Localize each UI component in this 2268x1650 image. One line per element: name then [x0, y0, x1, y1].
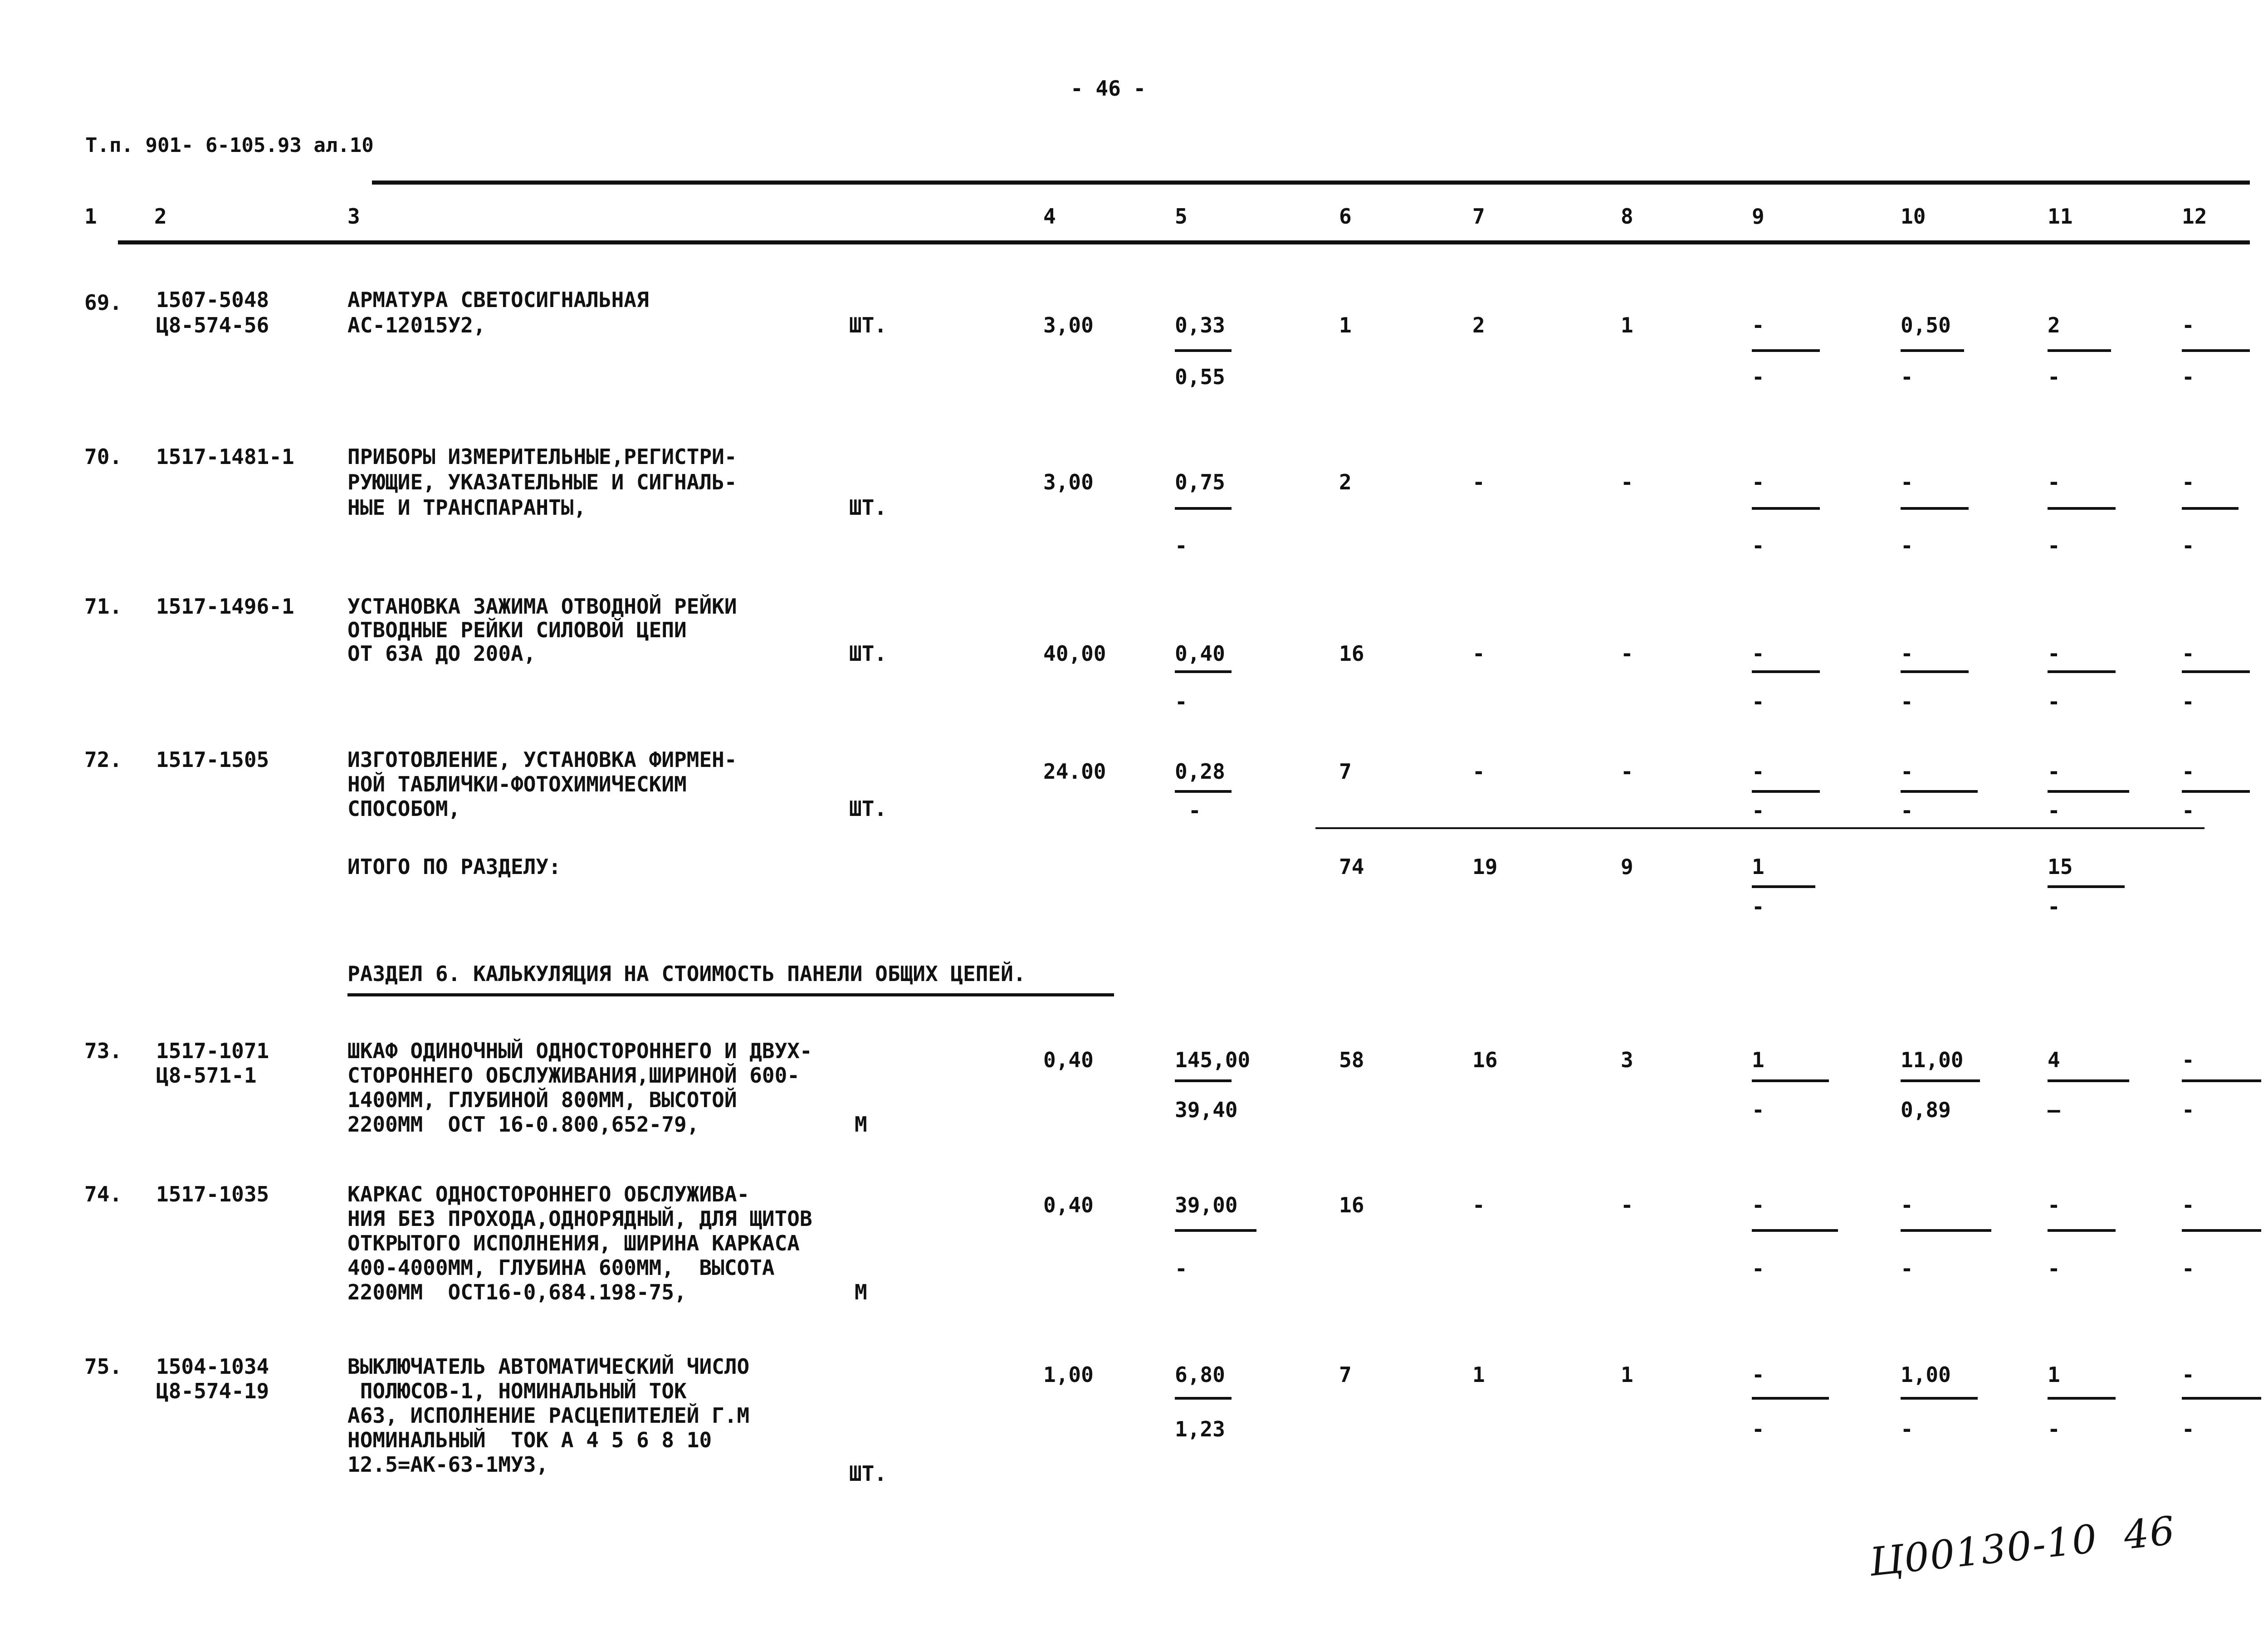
row-code: 1507-5048	[156, 288, 269, 312]
row-col10-top: 11,00	[1901, 1048, 1964, 1072]
row-description: АС-12015У2,	[347, 313, 486, 337]
row-col10-top: -	[1901, 759, 1913, 784]
column-header: 12	[2182, 204, 2207, 229]
row-col6: 7	[1339, 759, 1352, 784]
row-description: 1400ММ, ГЛУБИНОЙ 800ММ, ВЫСОТОЙ	[347, 1088, 737, 1112]
row-col11-top: 2	[2048, 313, 2060, 337]
row-col12-top: -	[2182, 759, 2195, 784]
row-unit: ШТ.	[849, 1461, 887, 1486]
row-value-top: 39,00	[1175, 1193, 1238, 1217]
row-unit: М	[855, 1112, 867, 1137]
row-col6: 2	[1339, 470, 1352, 494]
row-quantity: 1,00	[1043, 1362, 1094, 1387]
row-description: НИЯ БЕЗ ПРОХОДА,ОДНОРЯДНЫЙ, ДЛЯ ЩИТОВ	[347, 1206, 812, 1231]
handwritten-note: Ц00130-10 46	[1867, 1508, 2178, 1586]
fraction-line	[2048, 885, 2125, 888]
row-value-bottom: -	[1188, 798, 1201, 823]
row-col10-bottom: -	[1901, 533, 1913, 558]
row-col9-top: -	[1752, 470, 1765, 494]
row-col8: -	[1621, 1193, 1633, 1217]
row-description: ШКАФ ОДИНОЧНЫЙ ОДНОСТОРОННЕГО И ДВУХ-	[347, 1039, 812, 1063]
row-description: КАРКАС ОДНОСТОРОННЕГО ОБСЛУЖИВА-	[347, 1182, 750, 1206]
row-col11-bottom: -	[2048, 1417, 2060, 1441]
column-header: 3	[347, 204, 360, 229]
row-col7: -	[1472, 1193, 1485, 1217]
total-col9-top: 1	[1752, 854, 1765, 879]
fraction-line	[2048, 1397, 2116, 1400]
fraction-line	[2048, 1229, 2116, 1232]
fraction-line	[1901, 790, 1978, 793]
row-description: НОМИНАЛЬНЫЙ ТОК А 4 5 6 8 10	[347, 1428, 712, 1452]
row-col7: 16	[1472, 1048, 1498, 1072]
row-col12-bottom: -	[2182, 1417, 2195, 1441]
row-col7: 2	[1472, 313, 1485, 337]
row-col11-top: 1	[2048, 1362, 2060, 1387]
row-description: ВЫКЛЮЧАТЕЛЬ АВТОМАТИЧЕСКИЙ ЧИСЛО	[347, 1354, 750, 1379]
row-col10-bottom: -	[1901, 798, 1913, 823]
row-col9-top: -	[1752, 313, 1765, 337]
row-description: ПРИБОРЫ ИЗМЕРИТЕЛЬНЫЕ,РЕГИСТРИ-	[347, 444, 737, 469]
row-col10-top: 1,00	[1901, 1362, 1951, 1387]
fraction-line	[2182, 1079, 2261, 1082]
fraction-line	[2182, 1229, 2261, 1232]
row-code: 1504-1034	[156, 1354, 269, 1379]
row-col8: 1	[1621, 1362, 1633, 1387]
row-number: 74.	[84, 1182, 122, 1206]
row-number: 75.	[84, 1354, 122, 1379]
row-col6: 58	[1339, 1048, 1364, 1072]
document-reference: Т.п. 901- 6-105.93 ал.10	[85, 134, 374, 157]
row-col11-top: -	[2048, 759, 2060, 784]
row-col7: -	[1472, 470, 1485, 494]
row-unit: ШТ.	[849, 313, 887, 337]
row-value-top: 6,80	[1175, 1362, 1225, 1387]
row-description: УСТАНОВКА ЗАЖИМА ОТВОДНОЙ РЕЙКИ	[347, 594, 737, 619]
row-col8: -	[1621, 759, 1633, 784]
fraction-line	[1752, 507, 1820, 510]
row-col8: 3	[1621, 1048, 1633, 1072]
total-col11-bottom: -	[2048, 894, 2060, 919]
total-col11-top: 15	[2048, 854, 2073, 879]
row-col10-bottom: -	[1901, 689, 1913, 714]
row-code: Ц8-574-19	[156, 1379, 269, 1403]
row-col10-bottom: 0,89	[1901, 1098, 1951, 1122]
row-code: 1517-1481-1	[156, 444, 294, 469]
row-description: НЫЕ И ТРАНСПАРАНТЫ,	[347, 495, 587, 520]
fraction-line	[1175, 670, 1232, 673]
fraction-line	[1752, 1397, 1829, 1400]
fraction-line	[1901, 1397, 1978, 1400]
row-col8: -	[1621, 470, 1633, 494]
column-header: 1	[84, 204, 97, 229]
fraction-line	[1901, 507, 1969, 510]
subtotal-rule	[1315, 827, 2204, 829]
row-unit: М	[855, 1280, 867, 1304]
row-col11-bottom: -	[2048, 798, 2060, 823]
row-description: 400-4000ММ, ГЛУБИНА 600ММ, ВЫСОТА	[347, 1255, 775, 1280]
row-quantity: 3,00	[1043, 470, 1094, 494]
column-header: 9	[1752, 204, 1765, 229]
fraction-line	[2048, 507, 2116, 510]
fraction-line	[2048, 670, 2116, 673]
row-col12-top: -	[2182, 470, 2195, 494]
header-rule-top	[372, 181, 2250, 185]
row-col10-top: 0,50	[1901, 313, 1951, 337]
row-quantity: 3,00	[1043, 313, 1094, 337]
page-number: - 46 -	[1070, 76, 1146, 101]
column-header: 2	[154, 204, 167, 229]
row-value-bottom: -	[1175, 533, 1188, 558]
row-value-bottom: 0,55	[1175, 365, 1225, 389]
row-unit: ШТ.	[849, 495, 887, 520]
row-description: ПОЛЮСОВ-1, НОМИНАЛЬНЫЙ ТОК	[347, 1379, 687, 1403]
row-col9-bottom: -	[1752, 365, 1765, 389]
fraction-line	[2048, 1079, 2129, 1082]
row-value-bottom: -	[1175, 1256, 1188, 1281]
row-number: 70.	[84, 444, 122, 469]
fraction-line	[1175, 1397, 1232, 1400]
row-code: Ц8-571-1	[156, 1063, 257, 1088]
column-header: 7	[1472, 204, 1485, 229]
row-col9-top: -	[1752, 1362, 1765, 1387]
row-col6: 16	[1339, 641, 1364, 666]
row-col11-bottom: -	[2048, 1256, 2060, 1281]
row-col12-bottom: -	[2182, 689, 2195, 714]
total-col7: 19	[1472, 854, 1498, 879]
row-col9-top: -	[1752, 641, 1765, 666]
row-col12-bottom: -	[2182, 365, 2195, 389]
row-col12-top: -	[2182, 313, 2195, 337]
row-col10-bottom: -	[1901, 1417, 1913, 1441]
row-col9-bottom: -	[1752, 689, 1765, 714]
row-col11-bottom: —	[2048, 1098, 2060, 1122]
fraction-line	[2182, 507, 2239, 510]
row-value-bottom: 1,23	[1175, 1417, 1225, 1441]
fraction-line	[1901, 670, 1969, 673]
row-code: Ц8-574-56	[156, 313, 269, 337]
row-quantity: 0,40	[1043, 1048, 1094, 1072]
fraction-line	[1901, 1079, 1980, 1082]
fraction-line	[2048, 790, 2129, 793]
row-col10-top: -	[1901, 470, 1913, 494]
header-rule-bottom	[118, 240, 2250, 244]
row-description: 2200ММ ОСТ 16-0.800,652-79,	[347, 1112, 699, 1137]
fraction-line	[1752, 1229, 1838, 1232]
row-col9-bottom: -	[1752, 533, 1765, 558]
fraction-line	[1752, 790, 1820, 793]
row-col7: -	[1472, 641, 1485, 666]
row-quantity: 40,00	[1043, 641, 1106, 666]
row-col10-top: -	[1901, 1193, 1913, 1217]
fraction-line	[1175, 1229, 1256, 1232]
row-description: 12.5=АК-63-1МУЗ,	[347, 1452, 549, 1477]
row-col9-bottom: -	[1752, 798, 1765, 823]
row-code: 1517-1496-1	[156, 594, 294, 619]
row-description: РУЮЩИЕ, УКАЗАТЕЛЬНЫЕ И СИГНАЛЬ-	[347, 470, 737, 494]
row-col9-top: -	[1752, 759, 1765, 784]
section-heading: РАЗДЕЛ 6. КАЛЬКУЛЯЦИЯ НА СТОИМОСТЬ ПАНЕЛИ ОБЩИХ ЦЕПЕЙ.	[347, 962, 1026, 986]
row-col7: -	[1472, 759, 1485, 784]
total-col9-bottom: -	[1752, 894, 1765, 919]
section-heading-underline	[347, 993, 1114, 996]
row-description: НОЙ ТАБЛИЧКИ-ФОТОХИМИЧЕСКИМ	[347, 772, 687, 796]
row-number: 69.	[84, 290, 122, 315]
column-header: 4	[1043, 204, 1056, 229]
row-col12-bottom: -	[2182, 1256, 2195, 1281]
row-col11-top: -	[2048, 1193, 2060, 1217]
row-col6: 7	[1339, 1362, 1352, 1387]
row-description: СПОСОБОМ,	[347, 796, 461, 821]
row-value-top: 0,40	[1175, 641, 1225, 666]
row-description: АРМАТУРА СВЕТОСИГНАЛЬНАЯ	[347, 288, 649, 312]
fraction-line	[1175, 1079, 1232, 1082]
row-description: ОТ 63А ДО 200А,	[347, 641, 536, 666]
row-col12-top: -	[2182, 1193, 2195, 1217]
column-header: 6	[1339, 204, 1352, 229]
row-col6: 1	[1339, 313, 1352, 337]
row-col9-bottom: -	[1752, 1098, 1765, 1122]
row-number: 71.	[84, 594, 122, 619]
row-col9-bottom: -	[1752, 1256, 1765, 1281]
fraction-line	[2182, 1397, 2261, 1400]
row-col12-bottom: -	[2182, 798, 2195, 823]
column-header: 11	[2048, 204, 2073, 229]
row-description: А63, ИСПОЛНЕНИЕ РАСЦЕПИТЕЛЕЙ Г.М	[347, 1403, 750, 1428]
row-col10-bottom: -	[1901, 1256, 1913, 1281]
fraction-line	[1752, 670, 1820, 673]
row-col12-bottom: -	[2182, 1098, 2195, 1122]
row-col9-top: 1	[1752, 1048, 1765, 1072]
column-header: 10	[1901, 204, 1926, 229]
row-number: 72.	[84, 747, 122, 772]
row-col12-top: -	[2182, 1362, 2195, 1387]
total-col6: 74	[1339, 854, 1364, 879]
row-col9-top: -	[1752, 1193, 1765, 1217]
row-col12-top: -	[2182, 1048, 2195, 1072]
row-col9-bottom: -	[1752, 1417, 1765, 1441]
row-description: ИЗГОТОВЛЕНИЕ, УСТАНОВКА ФИРМЕН-	[347, 747, 737, 772]
row-unit: ШТ.	[849, 796, 887, 821]
row-col11-bottom: -	[2048, 365, 2060, 389]
fraction-line	[2048, 349, 2111, 352]
row-value-top: 0,33	[1175, 313, 1225, 337]
column-header: 8	[1621, 204, 1633, 229]
fraction-line	[1175, 507, 1232, 510]
fraction-line	[2182, 670, 2250, 673]
fraction-line	[1901, 349, 1964, 352]
fraction-line	[1175, 349, 1232, 352]
row-code: 1517-1035	[156, 1182, 269, 1206]
row-col8: 1	[1621, 313, 1633, 337]
row-code: 1517-1071	[156, 1039, 269, 1063]
row-value-bottom: 39,40	[1175, 1098, 1238, 1122]
row-quantity: 24.00	[1043, 759, 1106, 784]
row-description: ОТВОДНЫЕ РЕЙКИ СИЛОВОЙ ЦЕПИ	[347, 618, 687, 642]
fraction-line	[2182, 349, 2250, 352]
row-col7: 1	[1472, 1362, 1485, 1387]
row-value-bottom: -	[1175, 689, 1188, 714]
row-col11-bottom: -	[2048, 689, 2060, 714]
row-quantity: 0,40	[1043, 1193, 1094, 1217]
fraction-line	[1752, 349, 1820, 352]
row-col11-bottom: -	[2048, 533, 2060, 558]
fraction-line	[1752, 1079, 1829, 1082]
row-value-top: 0,75	[1175, 470, 1225, 494]
row-col11-top: 4	[2048, 1048, 2060, 1072]
row-unit: ШТ.	[849, 641, 887, 666]
row-col11-top: -	[2048, 641, 2060, 666]
row-col10-bottom: -	[1901, 365, 1913, 389]
row-col10-top: -	[1901, 641, 1913, 666]
row-value-top: 0,28	[1175, 759, 1225, 784]
section-total-label: ИТОГО ПО РАЗДЕЛУ:	[347, 854, 561, 879]
row-description: ОТКРЫТОГО ИСПОЛНЕНИЯ, ШИРИНА КАРКАСА	[347, 1231, 800, 1255]
row-number: 73.	[84, 1039, 122, 1063]
row-description: СТОРОННЕГО ОБСЛУЖИВАНИЯ,ШИРИНОЙ 600-	[347, 1063, 800, 1088]
fraction-line	[2182, 790, 2250, 793]
row-col8: -	[1621, 641, 1633, 666]
total-col8: 9	[1621, 854, 1633, 879]
fraction-line	[1901, 1229, 1991, 1232]
row-description: 2200ММ ОСТ16-0,684.198-75,	[347, 1280, 687, 1304]
column-header: 5	[1175, 204, 1188, 229]
row-col12-top: -	[2182, 641, 2195, 666]
row-col11-top: -	[2048, 470, 2060, 494]
row-col12-bottom: -	[2182, 533, 2195, 558]
row-value-top: 145,00	[1175, 1048, 1251, 1072]
fraction-line	[1175, 790, 1232, 793]
row-code: 1517-1505	[156, 747, 269, 772]
row-col6: 16	[1339, 1193, 1364, 1217]
fraction-line	[1752, 885, 1815, 888]
